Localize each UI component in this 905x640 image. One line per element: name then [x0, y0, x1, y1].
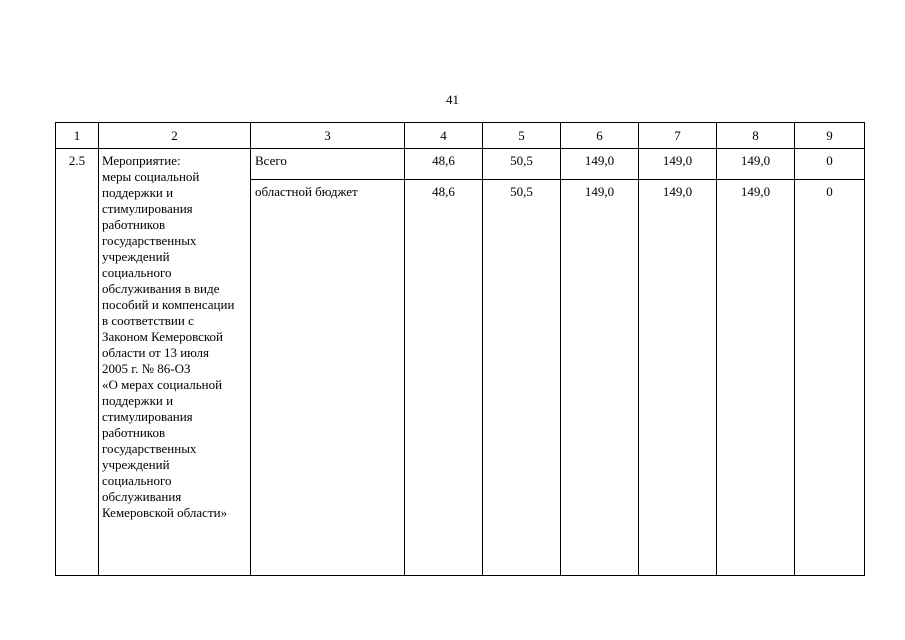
column-header: 2 [99, 123, 251, 149]
measure-name-line: поддержки и [102, 185, 174, 200]
value-cell: 48,6 [405, 180, 483, 576]
value-cell: 50,5 [483, 180, 561, 576]
measure-name-line: обслуживания [102, 489, 182, 504]
measure-name [99, 149, 251, 576]
value-cell: 50,5 [483, 149, 561, 180]
value-cell: 149,0 [639, 149, 717, 180]
value-cell: 149,0 [639, 180, 717, 576]
measure-name-line: пособий и компенсации [102, 297, 235, 312]
table-row [56, 149, 865, 180]
measure-name-line: социального [102, 473, 172, 488]
value-cell: 149,0 [561, 180, 639, 576]
measure-name-line: «О мерах социальной [102, 377, 223, 392]
measure-name-line: стимулирования [102, 409, 193, 424]
column-header: 4 [405, 123, 483, 149]
column-header: 5 [483, 123, 561, 149]
column-header: 3 [251, 123, 405, 149]
measure-name-line: Законом Кемеровской [102, 329, 224, 344]
measure-name-line: 2005 г. № 86-ОЗ [102, 361, 191, 376]
measure-name-line: поддержки и [102, 393, 174, 408]
measure-name-line: области от 13 июля [102, 345, 210, 360]
page-number: 41 [446, 92, 459, 107]
measure-name-line: учреждений [102, 249, 170, 264]
value-cell: 149,0 [561, 149, 639, 180]
value-cell: 149,0 [717, 149, 795, 180]
measure-name-line: работников [102, 425, 166, 440]
measure-name-line: государственных [102, 233, 197, 248]
column-header: 7 [639, 123, 717, 149]
value-cell: 149,0 [717, 180, 795, 576]
column-header: 1 [56, 123, 99, 149]
measure-name-line: стимулирования [102, 201, 193, 216]
measure-name-line: государственных [102, 441, 197, 456]
funding-source-total: Всего [251, 149, 405, 180]
measure-name-line: в соответствии с [102, 313, 194, 328]
measure-name-line: меры социальной [102, 169, 200, 184]
value-cell: 48,6 [405, 149, 483, 180]
header-row [56, 123, 865, 149]
measure-name-line: работников [102, 217, 166, 232]
column-header: 8 [717, 123, 795, 149]
row-code: 2.5 [56, 149, 99, 576]
column-header: 9 [795, 123, 865, 149]
measure-name-line: Кемеровской области» [102, 505, 228, 520]
column-header: 6 [561, 123, 639, 149]
budget-table [55, 122, 865, 576]
value-cell: 0 [795, 180, 865, 576]
measure-name-line: Мероприятие: [102, 153, 181, 168]
measure-name-line: обслуживания в виде [102, 281, 220, 296]
measure-name-line: социального [102, 265, 172, 280]
value-cell: 0 [795, 149, 865, 180]
funding-source-regional: областной бюджет [251, 180, 405, 576]
measure-name-line: учреждений [102, 457, 170, 472]
